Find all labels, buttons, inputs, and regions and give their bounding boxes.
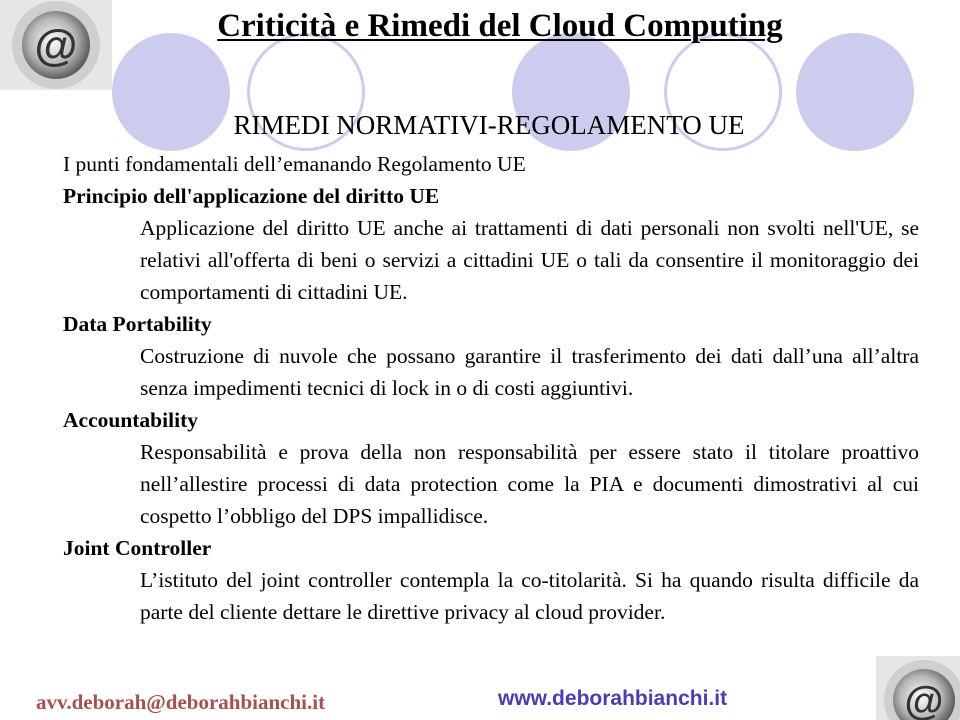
slide-title: Criticità e Rimedi del Cloud Computing — [217, 8, 783, 44]
footer-email[interactable]: avv.deborah@deborahbianchi.it — [36, 690, 326, 714]
section-body: Applicazione del diritto UE anche ai trattamenti di dati personali non svolti nell'UE, se relativi all'offerta di beni o servizi a cittadini UE o tali da consentire il monitoraggio dei comportamenti di cittadini UE. — [140, 216, 919, 304]
section-body: Costruzione di nuvole che possano garantire il trasferimento dei dati dall’una all’altra senza impedimenti tecnici di lock in o di costi aggiuntivi. — [140, 344, 919, 400]
section-heading: Accountability — [63, 408, 198, 432]
intro-text: I punti fondamentali dell’emanando Regolamento UE — [63, 152, 526, 176]
section-body: L’istituto del joint controller contempla la co-titolarità. Si ha quando risulta difficile da parte del cliente dettare le direttive privacy al cloud provider. — [140, 568, 919, 624]
slide-subtitle: RIMEDI NORMATIVI-REGOLAMENTO UE — [233, 110, 745, 140]
section-body: Responsabilità e prova della non responsabilità per essere stato il titolare proattivo nell’allestire processi di data protection come la PIA e documenti dimostrativi al cui cospetto l’obbligo del DPS impallidisce. — [140, 440, 919, 528]
section-heading: Joint Controller — [63, 536, 212, 560]
footer-website[interactable]: www.deborahbianchi.it — [498, 687, 728, 710]
slide-content — [63, 148, 919, 628]
svg-text:@: @ — [34, 21, 78, 70]
section-heading: Data Portability — [63, 312, 212, 336]
svg-text:@: @ — [904, 679, 944, 720]
at-logo-icon — [876, 656, 960, 720]
section-heading: Principio dell'applicazione del diritto UE — [63, 184, 440, 208]
